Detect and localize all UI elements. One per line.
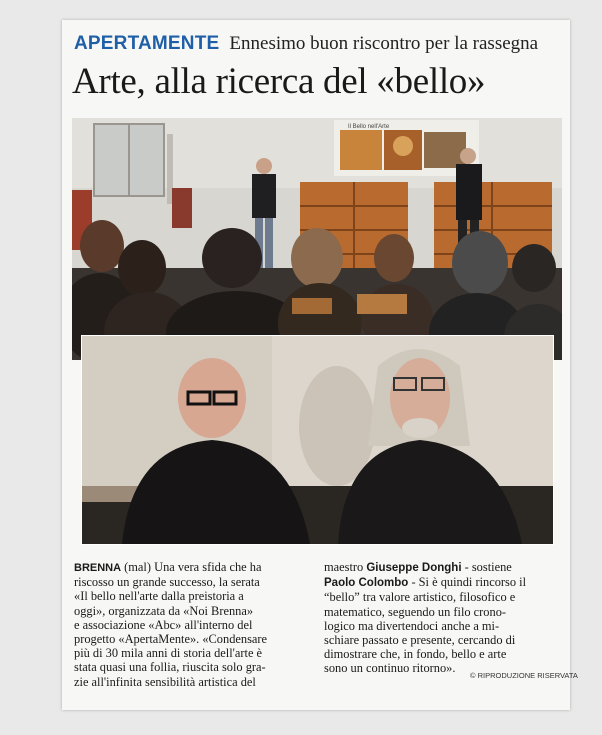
copyright-notice: © RIPRODUZIONE RISERVATA — [470, 671, 578, 680]
article-text: - Si è quindi rincorso il — [408, 575, 527, 590]
article-line: dimostrare che, in fondo, bello e arte — [324, 647, 507, 662]
article-line: schiare passato e presente, cercando di — [324, 633, 516, 648]
article-text: - sostiene — [461, 560, 512, 574]
article-line: oggi», organizzata da «Noi Brenna» — [74, 603, 254, 618]
article-line — [74, 560, 308, 575]
person-name: Paolo Colombo — [324, 577, 409, 590]
speakers-photo — [81, 335, 554, 545]
article-column-right — [324, 560, 558, 676]
article-line: e associazione «Abc» all'interno del — [74, 617, 253, 632]
article-line: riscosso un grande successo, la serata — [74, 575, 260, 590]
section-label: APERTAMENTE — [74, 33, 220, 54]
article-line: stata quasi una follia, riuscita solo gra- — [74, 660, 266, 675]
article-line — [324, 575, 558, 590]
article-line: «Il bello nell'arte dalla preistoria a — [74, 589, 244, 604]
article-line: sono un continuo ritorno». — [324, 661, 456, 676]
article-line — [324, 560, 558, 575]
person-name: Giuseppe Donghi — [366, 562, 462, 574]
article-line: progetto «ApertaMente». «Condensare — [74, 632, 268, 647]
event-photo — [72, 118, 562, 360]
article-line: “bello” tra valore artistico, filosofico e — [324, 590, 516, 605]
headline: Arte, alla ricerca del «bello» — [72, 61, 486, 102]
article-line: matematico, seguendo un filo crono- — [324, 604, 507, 619]
kicker — [74, 33, 538, 59]
speakers-photo-illustration — [82, 336, 553, 544]
subheadline: Ennesimo buon riscontro per la rassegna — [229, 33, 539, 54]
article-column-left — [74, 560, 308, 689]
dateline: BRENNA — [74, 562, 122, 574]
article-text: maestro — [324, 560, 367, 574]
article-line: logico ma divertendoci anche a mi- — [324, 618, 500, 633]
article-line: più di 30 mila anni di storia dell'arte è — [74, 646, 263, 661]
event-photo-illustration — [72, 118, 562, 360]
author-tag: (mal) — [124, 560, 152, 574]
screen-title: Il Bello nell'Arte — [348, 124, 390, 130]
article-line: zie all'infinita sensibilità artistica del — [74, 674, 256, 689]
article-text: Una vera sfida che ha — [154, 560, 262, 574]
